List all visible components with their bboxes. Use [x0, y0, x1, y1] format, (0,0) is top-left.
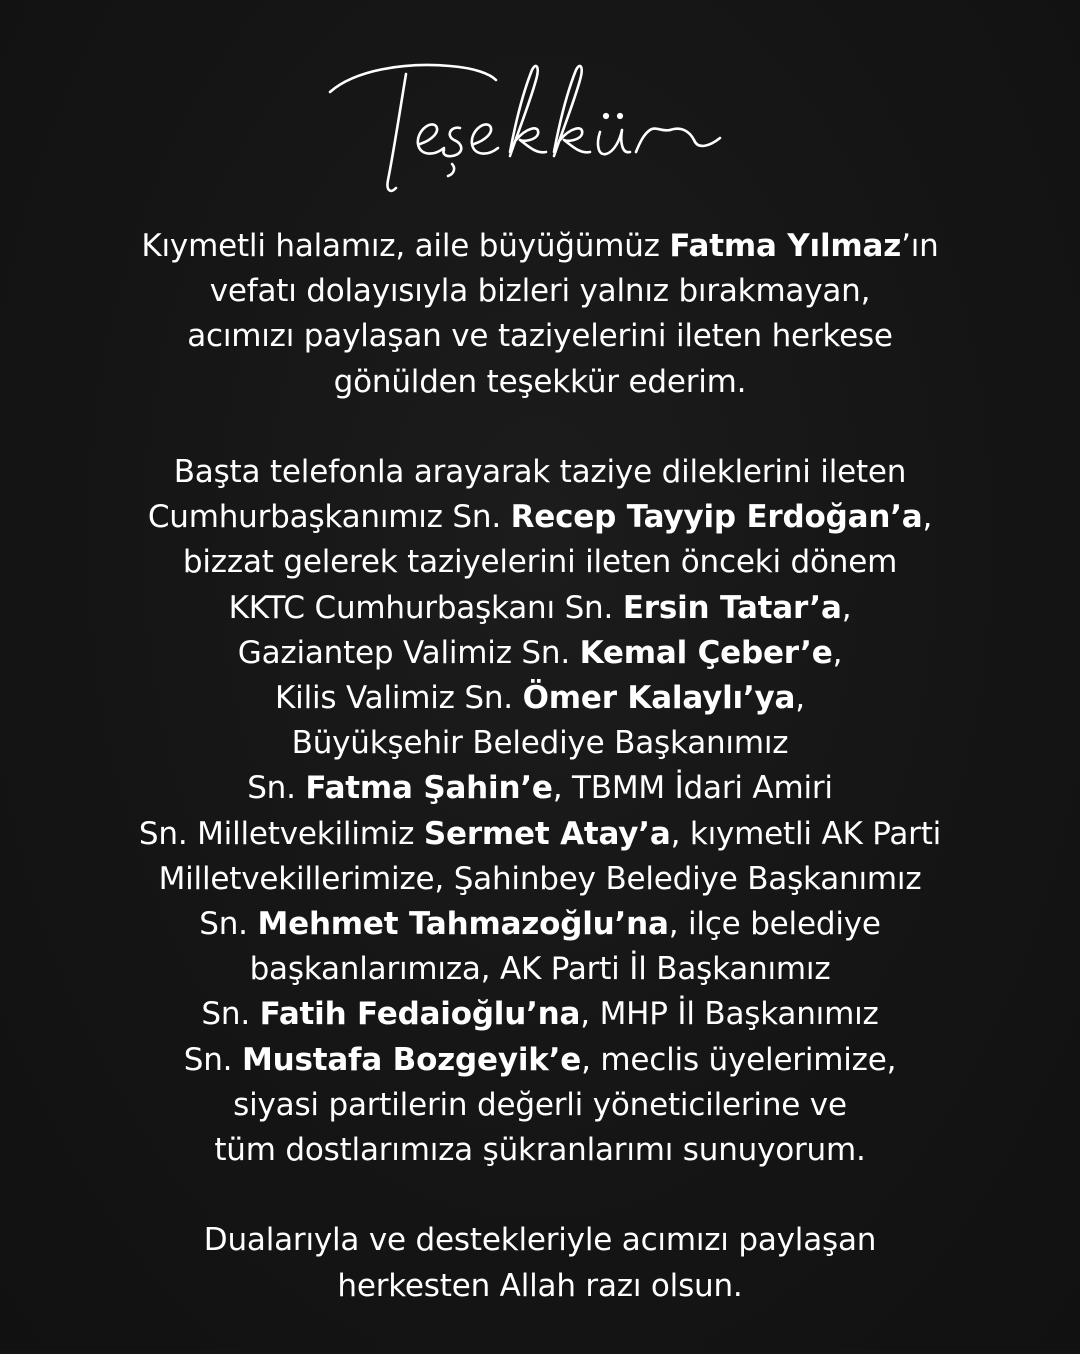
message-text: Sn.	[201, 996, 260, 1033]
message-text: KKTC Cumhurbaşkanı Sn.	[228, 589, 623, 626]
message-text: Kilis Valimiz Sn.	[275, 680, 523, 717]
message-line	[60, 721, 1020, 766]
message-line	[60, 540, 1020, 585]
message-text: Sn.	[183, 1041, 242, 1078]
highlighted-name: Kemal Çeber’e	[579, 634, 833, 671]
message-line	[60, 1038, 1020, 1083]
message-text: Cumhurbaşkanımız Sn.	[147, 499, 511, 536]
highlighted-name: Mehmet Tahmazoğlu’na	[257, 906, 669, 943]
message-text: , ilçe belediye	[668, 906, 881, 943]
message-text: Büyükşehir Belediye Başkanımız	[291, 725, 789, 762]
message-text: gönülden teşekkür ederim.	[333, 363, 747, 400]
message-line	[60, 1128, 1020, 1173]
message-text: Milletvekillerimize, Şahinbey Belediye Başkanımız	[158, 860, 922, 897]
message-text: , MHP İl Başkanımız	[580, 996, 879, 1033]
message-line	[60, 812, 1020, 857]
highlighted-name: Ersin Tatar’a	[622, 589, 842, 626]
message-line	[60, 360, 1020, 405]
message-text: , meclis üyelerimize,	[581, 1041, 897, 1078]
highlighted-name: Ömer Kalaylı’ya	[522, 680, 796, 717]
message-line	[60, 676, 1020, 721]
script-title	[0, 40, 1080, 210]
message-line	[60, 857, 1020, 902]
script-title-lettering	[310, 40, 770, 200]
message-line	[60, 1218, 1020, 1263]
message-text: vefatı dolayısıyla bizleri yalnız bırakmayan,	[209, 273, 871, 310]
thank-you-message	[60, 224, 1020, 1354]
message-text: Başta telefonla arayarak taziye dileklerini ileten	[173, 454, 907, 490]
message-line	[60, 902, 1020, 947]
message-line	[60, 269, 1020, 314]
message-text: Sn.	[199, 906, 258, 943]
message-line	[60, 1083, 1020, 1128]
message-paragraph	[60, 450, 1020, 1173]
message-line	[60, 992, 1020, 1037]
message-line	[60, 450, 1020, 495]
highlighted-name: Fatma Yılmaz	[669, 228, 902, 264]
message-line	[60, 586, 1020, 631]
message-line	[60, 495, 1020, 540]
message-text: ’ın	[901, 228, 939, 264]
message-text: ,	[922, 499, 933, 536]
highlighted-name: Fatma Şahin’e	[305, 770, 553, 807]
message-paragraph	[60, 224, 1020, 405]
message-text: herkesten Allah razı olsun.	[337, 1267, 743, 1304]
message-text: bizzat gelerek taziyelerini ileten önceki dönem	[182, 544, 898, 581]
message-text: Sn.	[247, 770, 306, 807]
message-text: tüm dostlarımıza şükranlarımı sunuyorum.	[214, 1132, 866, 1169]
highlighted-name: Recep Tayyip Erdoğan’a	[510, 499, 923, 536]
message-line	[60, 314, 1020, 359]
message-line	[60, 1264, 1020, 1309]
message-text: Dualarıyla ve destekleriyle acımızı paylaşan	[203, 1222, 877, 1259]
highlighted-name: Sermet Atay’a	[423, 815, 671, 852]
message-line	[60, 766, 1020, 811]
message-text: acımızı paylaşan ve taziyelerini ileten herkese	[187, 318, 893, 355]
message-text: , TBMM İdari Amiri	[552, 770, 833, 807]
message-text: ,	[795, 680, 805, 717]
message-line	[60, 224, 1020, 269]
message-text: siyasi partilerin değerli yöneticilerine ve	[233, 1086, 847, 1123]
message-text: Gaziantep Valimiz Sn.	[237, 634, 580, 671]
message-text: , kıymetli AK Parti	[670, 815, 942, 852]
message-line	[60, 947, 1020, 992]
message-paragraph	[60, 1218, 1020, 1308]
message-text: Kıymetli halamız, aile büyüğümüz	[141, 228, 670, 264]
message-text: ,	[832, 634, 843, 671]
highlighted-name: Fatih Fedaioğlu’na	[259, 996, 581, 1033]
message-line	[60, 631, 1020, 676]
highlighted-name: Mustafa Bozgeyik’e	[241, 1041, 582, 1078]
message-text: Sn. Milletvekilimiz	[138, 815, 424, 852]
message-text: başkanlarımıza, AK Parti İl Başkanımız	[249, 951, 831, 988]
message-text: ,	[841, 589, 852, 626]
